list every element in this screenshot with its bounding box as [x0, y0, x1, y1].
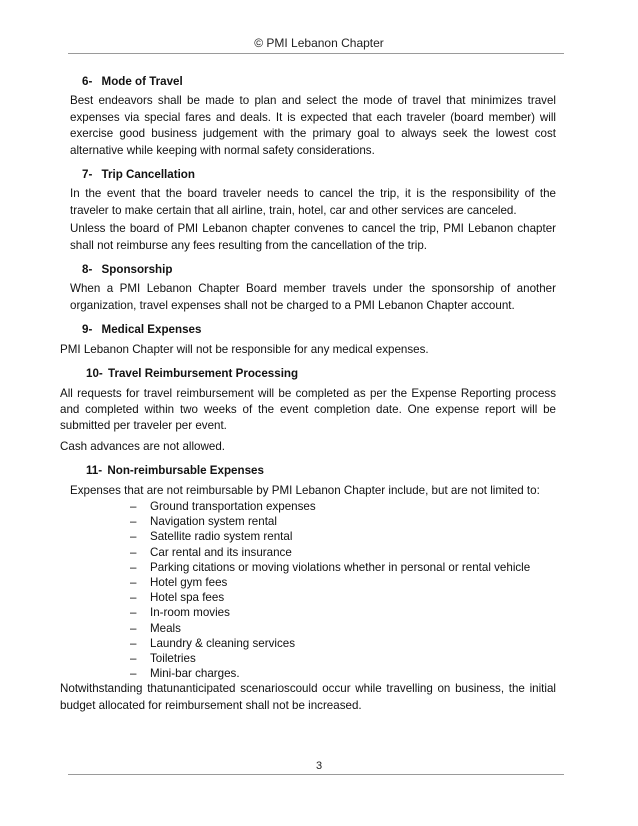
sponsorship-paragraph: When a PMI Lebanon Chapter Board member travels under the sponsorship of another organization, travel expenses shall not be charged to a PMI Lebanon Chapter account.: [70, 282, 556, 312]
section-heading-non-reimbursable: [86, 463, 556, 479]
closing-paragraph: Notwithstanding thatunanticipated scenarioscould occur while travelling on business, the initial budget allocated for reimbursement shall not be increased.: [60, 682, 556, 712]
page-header: © PMI Lebanon Chapter: [254, 36, 384, 50]
dash-bullet: –: [130, 636, 137, 650]
list-item-text: Laundry & cleaning services: [150, 636, 296, 650]
section-title: Sponsorship: [101, 263, 173, 277]
list-item: [130, 590, 556, 605]
section-number: 7-: [82, 168, 93, 182]
list-item-text: Hotel spa fees: [150, 591, 225, 605]
list-item: [130, 545, 556, 560]
list-item-text: Mini-bar charges.: [150, 667, 240, 681]
document-body: [60, 68, 556, 718]
medical-expenses-paragraph: PMI Lebanon Chapter will not be responsible for any medical expenses.: [60, 342, 429, 356]
list-item-text: In-room movies: [150, 606, 230, 620]
list-item: [130, 514, 556, 529]
non-reimbursable-intro: Expenses that are not reimbursable by PMI Lebanon Chapter include, but are not limited to:: [70, 483, 540, 497]
section-heading-trip-cancellation: [82, 167, 556, 183]
list-item-text: Meals: [150, 621, 181, 635]
dash-bullet: –: [130, 667, 137, 681]
dash-bullet: –: [130, 499, 137, 513]
list-item: [130, 621, 556, 636]
list-item: [130, 575, 556, 590]
section-number: 9-: [82, 323, 93, 337]
trip-cancellation-paragraph-1: In the event that the board traveler needs to cancel the trip, it is the responsibility of the traveler to make certain that all airline, train, hotel, car and other services are canceled.: [70, 187, 556, 217]
list-item: [130, 636, 556, 651]
dash-bullet: –: [130, 530, 137, 544]
list-item-text: Navigation system rental: [150, 515, 277, 529]
non-reimbursable-list: [64, 499, 556, 681]
page-number: 3: [315, 760, 323, 772]
list-item: [130, 666, 556, 681]
travel-reimbursement-paragraph: All requests for travel reimbursement will be completed as per the Expense Reporting process and completed within two weeks of the event completion date. One expense report will be submitted per traveler per event.: [60, 386, 556, 433]
mode-of-travel-paragraph: Best endeavors shall be made to plan and select the mode of travel that minimizes travel expenses via special fares and deals. It is expected that each traveler (board member) will exercise good business judgement with the primary goal to always seek the lowest cost alternative while keeping with normal safety considerations.: [70, 94, 556, 157]
section-title: Trip Cancellation: [101, 168, 195, 182]
section-heading-travel-reimbursement: [86, 366, 556, 382]
section-title: Mode of Travel: [101, 75, 183, 88]
section-heading-mode-of-travel: [82, 74, 556, 90]
section-title: Travel Reimbursement Processing: [108, 367, 299, 381]
dash-bullet: –: [130, 591, 137, 605]
footer-divider: [68, 774, 564, 775]
dash-bullet: –: [130, 651, 137, 665]
section-number: 11-: [86, 464, 103, 478]
section-number: 10-: [86, 367, 103, 381]
section-title: Medical Expenses: [101, 323, 202, 337]
cash-advances-paragraph: Cash advances are not allowed.: [60, 439, 225, 453]
list-item: [130, 651, 556, 666]
list-item-text: Parking citations or moving violations whether in personal or rental vehicle: [150, 560, 531, 574]
section-title: Non-reimbursable Expenses: [107, 464, 264, 478]
list-item-text: Hotel gym fees: [150, 575, 228, 589]
dash-bullet: –: [130, 621, 137, 635]
section-number: 6-: [82, 75, 93, 88]
list-item: [130, 499, 556, 514]
dash-bullet: –: [130, 606, 137, 620]
list-item-text: Satellite radio system rental: [150, 530, 293, 544]
dash-bullet: –: [130, 575, 137, 589]
list-item: [130, 560, 556, 575]
dash-bullet: –: [130, 560, 137, 574]
list-item: [130, 605, 556, 620]
trip-cancellation-paragraph-2: Unless the board of PMI Lebanon chapter convenes to cancel the trip, PMI Lebanon chapter shall not reimburse any fees resulting from the cancellation of the trip.: [70, 222, 556, 252]
dash-bullet: –: [130, 515, 137, 529]
list-item-text: Toiletries: [150, 651, 196, 665]
dash-bullet: –: [130, 545, 137, 559]
header-divider: [68, 53, 564, 54]
list-item-text: Ground transportation expenses: [150, 499, 316, 513]
list-item-text: Car rental and its insurance: [150, 545, 292, 559]
section-number: 8-: [82, 263, 93, 277]
list-item: [130, 529, 556, 544]
section-heading-medical-expenses: [82, 322, 556, 338]
section-heading-sponsorship: [82, 262, 556, 278]
